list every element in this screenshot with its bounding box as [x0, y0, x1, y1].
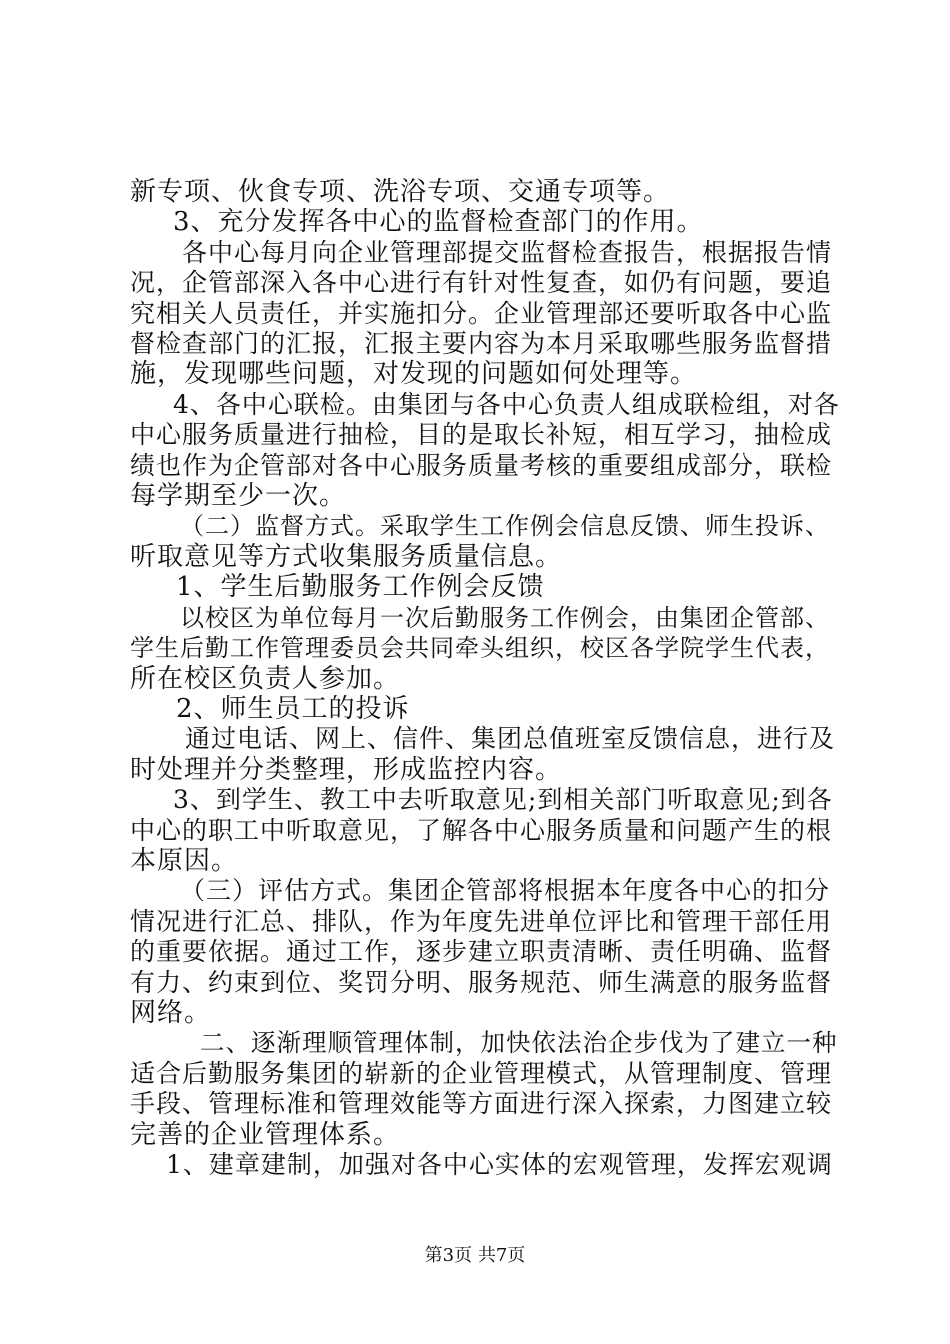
text-line: 本原因。 — [130, 846, 239, 876]
text-line: 3、充分发挥各中心的监督检查部门的作用。 — [173, 207, 704, 237]
text-line: 1、学生后勤服务工作例会反馈 — [176, 572, 545, 602]
text-line: 适合后勤服务集团的崭新的企业管理模式，从管理制度、管理 — [130, 1059, 833, 1088]
text-line: 有力、约束到位、奖罚分明、服务规范、师生满意的服务监督 — [130, 968, 833, 997]
text-line: 学生后勤工作管理委员会共同牵头组织，校区各学院学生代表， — [130, 634, 830, 662]
text-line: 中心的职工中听取意见，了解各中心服务质量和问题产生的根 — [130, 816, 833, 845]
text-line: 究相关人员责任，并实施扣分。企业管理部还要听取各中心监 — [130, 299, 833, 328]
text-line: 的重要依据。通过工作，逐步建立职责清晰、责任明确、监督 — [130, 937, 833, 966]
text-line: 情况进行汇总、排队，作为年度先进单位评比和管理干部任用 — [130, 907, 833, 936]
text-line: 每学期至少一次。 — [130, 481, 347, 511]
text-line: 完善的企业管理体系。 — [130, 1120, 401, 1150]
text-line: 新专项、伙食专项、洗浴专项、交通专项等。 — [130, 177, 671, 207]
text-line: 3、到学生、教工中去听取意见;到相关部门听取意见;到各 — [173, 785, 833, 814]
text-line: 手段、管理标准和管理效能等方面进行深入探索，力图建立较 — [130, 1089, 833, 1118]
text-line: （二）监督方式。采取学生工作例会信息反馈、师生投诉、 — [180, 512, 830, 540]
text-line: 2、师生员工的投诉 — [176, 694, 410, 724]
text-line: （三）评估方式。集团企管部将根据本年度各中心的扣分 — [180, 876, 831, 905]
text-line: 况，企管部深入各中心进行有针对性复查，如仍有问题，要追 — [130, 268, 833, 297]
text-line: 督检查部门的汇报，汇报主要内容为本月采取哪些服务监督措 — [130, 329, 833, 358]
text-line: 时处理并分类整理，形成监控内容。 — [130, 755, 563, 785]
text-line: 1、建章建制，加强对各中心实体的宏观管理，发挥宏观调 — [166, 1150, 833, 1179]
page-footer: 第3页 共7页 — [424, 1245, 526, 1266]
text-line: 听取意见等方式收集服务质量信息。 — [130, 542, 563, 572]
text-line: 中心服务质量进行抽检，目的是取长补短，相互学习，抽检成 — [130, 420, 833, 449]
text-line: 施，发现哪些问题，对发现的问题如何处理等。 — [130, 359, 698, 389]
text-line: 以校区为单位每月一次后勤服务工作例会，由集团企管部、 — [180, 604, 830, 632]
text-line: 绩也作为企管部对各中心服务质量考核的重要组成部分，联检 — [130, 451, 833, 480]
text-line: 网络。 — [130, 998, 212, 1028]
text-line: 各中心每月向企业管理部提交监督检查报告，根据报告情 — [182, 238, 833, 267]
text-line: 通过电话、网上、信件、集团总值班室反馈信息，进行及 — [185, 724, 836, 753]
text-line: 4、各中心联检。由集团与各中心负责人组成联检组，对各 — [173, 390, 840, 419]
text-line: 所在校区负责人参加。 — [130, 664, 401, 694]
text-line: 二、逐渐理顺管理体制，加快依法治企步伐为了建立一种 — [200, 1028, 838, 1057]
